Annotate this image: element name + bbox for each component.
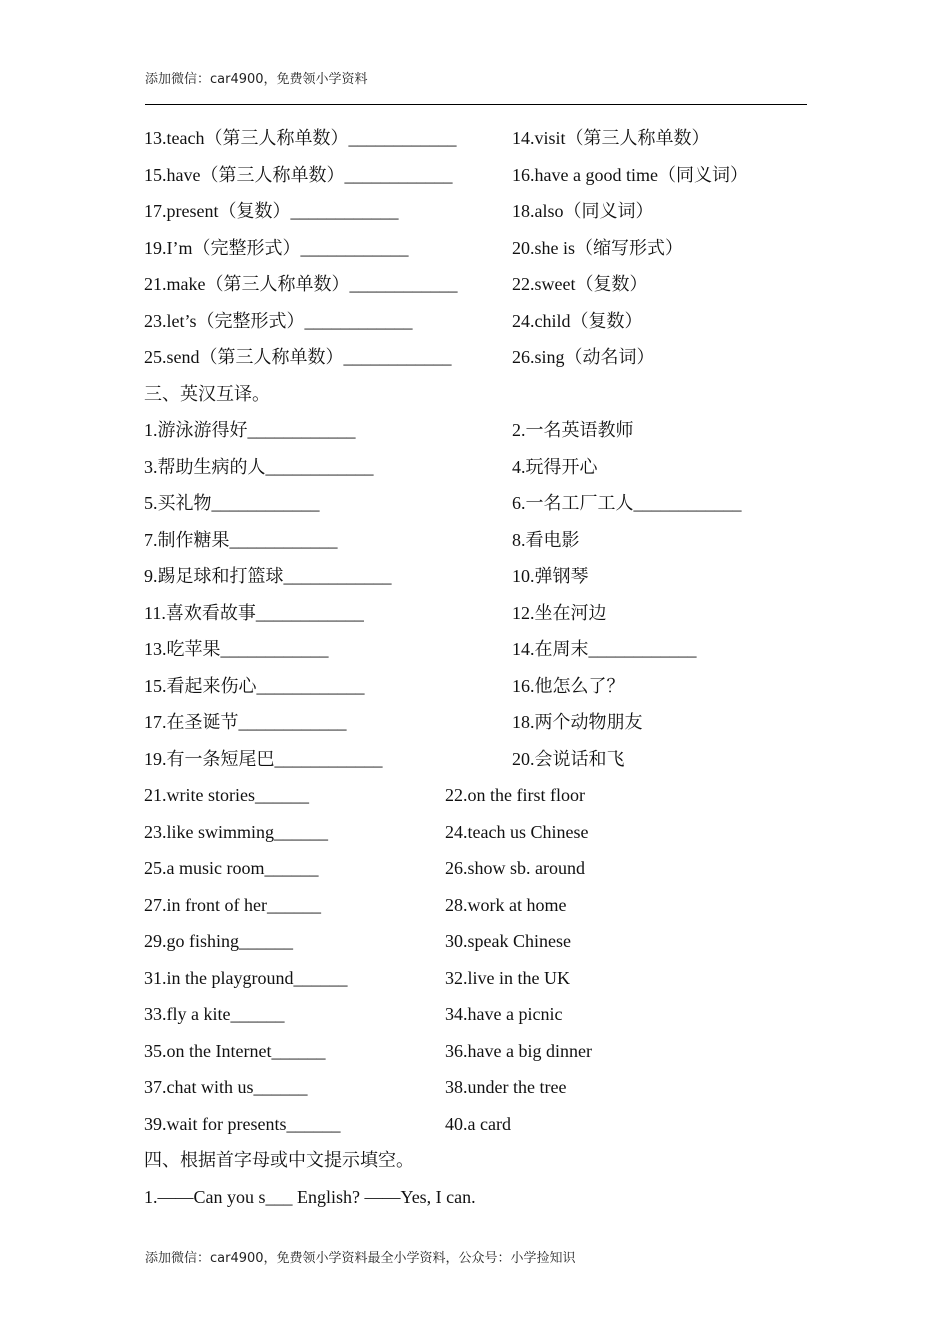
exercise-item: 4.玩得开心 — [512, 456, 598, 477]
exercise-item: 11.喜欢看故事____________ — [144, 602, 364, 623]
exercise-item: 26.show sb. around — [445, 858, 585, 878]
exercise-item: 40.a card — [445, 1113, 511, 1134]
exercise-item: 35.on the Internet______ — [144, 1040, 326, 1061]
exercise-item: 17.在圣诞节____________ — [144, 712, 347, 732]
exercise-item: 24.teach us Chinese — [445, 821, 589, 842]
exercise-item: 29.go fishing______ — [144, 931, 294, 951]
exercise-item: 5.买礼物____________ — [144, 493, 320, 513]
exercise-item: 21.make（第三人称单数）____________ — [144, 274, 458, 294]
header-rule — [145, 104, 807, 105]
exercise-item: 27.in front of her______ — [144, 894, 321, 915]
exercise-item: 1.游泳游得好____________ — [144, 420, 356, 440]
exercise-item: 16.have a good time（同义词） — [512, 164, 748, 185]
exercise-item: 22.on the first floor — [445, 785, 585, 805]
exercise-item: 9.踢足球和打篮球____________ — [144, 566, 392, 586]
exercise-item: 6.一名工厂工人____________ — [512, 493, 742, 513]
exercise-item: 28.work at home — [445, 894, 567, 915]
exercise-item: 8.看电影 — [512, 529, 580, 550]
exercise-item: 21.write stories______ — [144, 785, 309, 805]
exercise-item: 39.wait for presents______ — [144, 1113, 341, 1134]
exercise-item: 34.have a picnic — [445, 1004, 563, 1024]
exercise-item: 37.chat with us______ — [144, 1077, 308, 1097]
exercise-item: 14.visit（第三人称单数） — [512, 128, 710, 148]
exercise-item: 7.制作糖果____________ — [144, 529, 338, 550]
section-heading: 四、根据首字母或中文提示填空。 — [144, 1150, 414, 1170]
exercise-item: 15.看起来伤心____________ — [144, 675, 365, 696]
exercise-item: 25.send（第三人称单数）____________ — [144, 347, 452, 367]
exercise-item: 3.帮助生病的人____________ — [144, 456, 374, 477]
exercise-item: 19.I’m（完整形式）____________ — [144, 237, 409, 258]
exercise-item: 33.fly a kite______ — [144, 1004, 285, 1024]
exercise-item: 10.弹钢琴 — [512, 566, 589, 586]
exercise-item: 1.——Can you s___ English? ——Yes, I can. — [144, 1186, 476, 1207]
exercise-item: 16.他怎么了？ — [512, 675, 625, 696]
exercise-item: 32.live in the UK — [445, 967, 570, 988]
exercise-item: 24.child（复数） — [512, 310, 643, 331]
exercise-item: 38.under the tree — [445, 1077, 567, 1097]
exercise-item: 2.一名英语教师 — [512, 420, 634, 440]
page-header: 添加微信：car4900，免费领小学资料 — [145, 72, 368, 87]
exercise-item: 20.she is（缩写形式） — [512, 237, 683, 258]
exercise-item: 25.a music room______ — [144, 858, 319, 878]
exercise-item: 19.有一条短尾巴____________ — [144, 748, 383, 769]
exercise-item: 31.in the playground______ — [144, 967, 348, 988]
exercise-item: 17.present（复数）____________ — [144, 201, 399, 221]
exercise-item: 12.坐在河边 — [512, 602, 607, 623]
exercise-item: 20.会说话和飞 — [512, 748, 625, 769]
exercise-item: 26.sing（动名词） — [512, 347, 655, 367]
exercise-item: 15.have（第三人称单数）____________ — [144, 164, 453, 185]
exercise-item: 13.teach（第三人称单数）____________ — [144, 128, 457, 148]
page-footer: 添加微信：car4900，免费领小学资料最全小学资料，公众号：小学捡知识 — [145, 1251, 576, 1266]
section-heading: 三、英汉互译。 — [144, 383, 270, 404]
exercise-item: 22.sweet（复数） — [512, 274, 648, 294]
exercise-item: 23.like swimming______ — [144, 821, 328, 842]
exercise-item: 23.let’s（完整形式）____________ — [144, 310, 413, 331]
exercise-item: 14.在周末____________ — [512, 639, 697, 659]
exercise-item: 18.两个动物朋友 — [512, 712, 643, 732]
exercise-item: 36.have a big dinner — [445, 1040, 592, 1061]
exercise-item: 18.also（同义词） — [512, 201, 654, 221]
exercise-item: 30.speak Chinese — [445, 931, 571, 951]
exercise-item: 13.吃苹果____________ — [144, 639, 329, 659]
